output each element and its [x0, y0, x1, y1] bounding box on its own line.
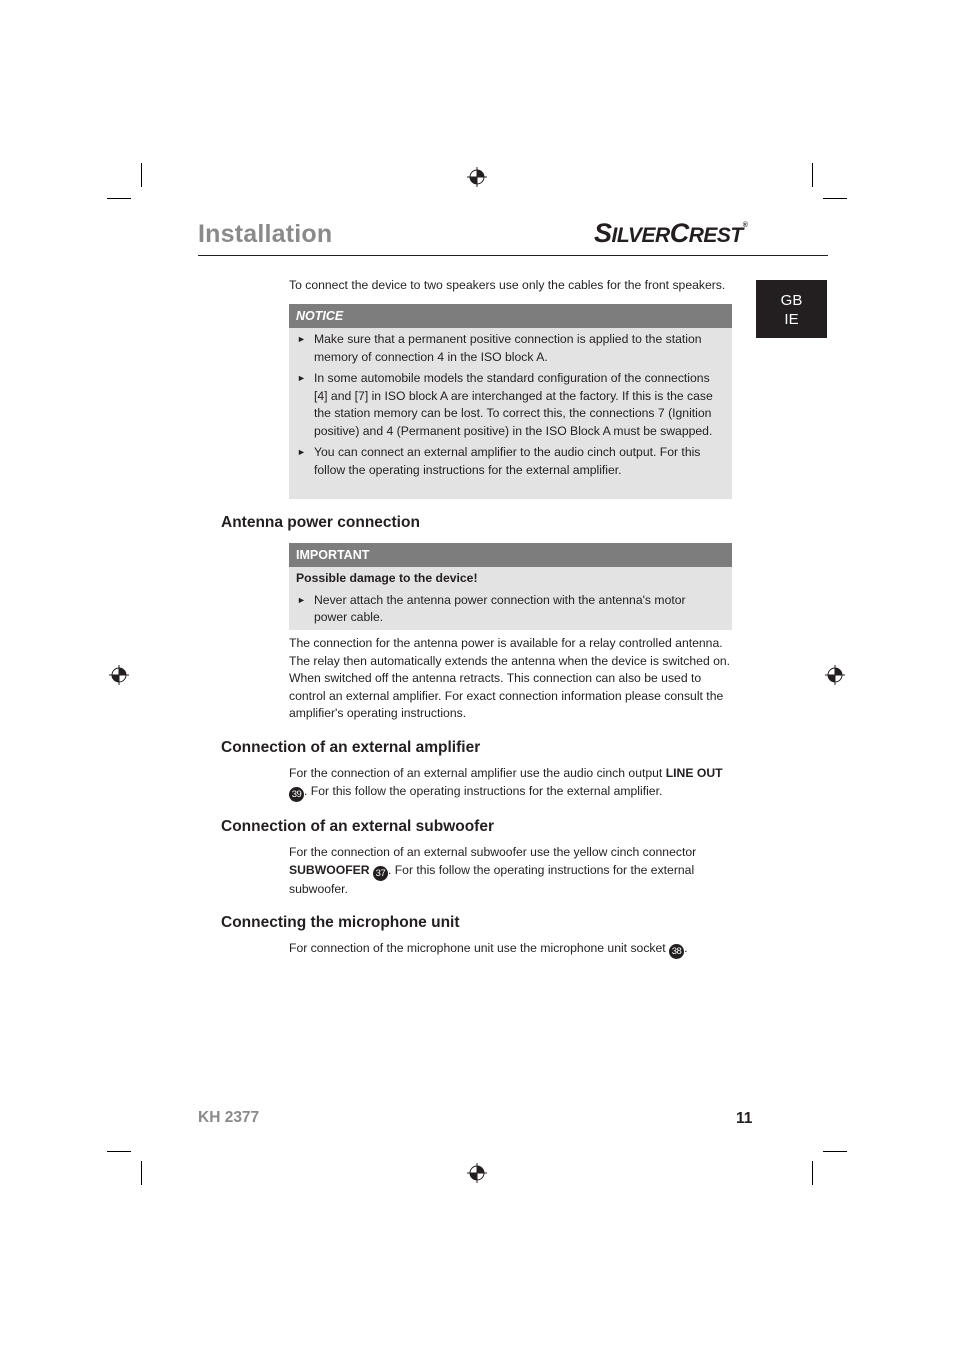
microphone-paragraph: [289, 940, 734, 959]
language-code: IE: [784, 311, 799, 328]
reference-number-badge: 39: [289, 787, 304, 802]
bullet-arrow-icon: ►: [297, 373, 306, 383]
paragraph-text: . For this follow the operating instructions for the external amplifier.: [304, 783, 663, 798]
paragraph-text: .: [684, 941, 688, 955]
crop-mark: [823, 198, 847, 199]
reference-number-badge: 38: [669, 944, 684, 959]
logo-letters: REST: [688, 224, 743, 247]
antenna-paragraph: The connection for the antenna power is available for a relay controlled antenna. The relay then automatically extends the antenna when the device is switched on. When switched off the antenna retracts. This connection can also be used to control an external amplifier. For exact connection information please consult the amplifier's operating instructions.: [289, 636, 731, 720]
crop-mark: [812, 1161, 813, 1185]
intro-paragraph: To connect the device to two speakers use only the cables for the front speakers.: [289, 278, 726, 292]
logo-letters: ILVER: [611, 224, 670, 247]
notice-bullet: [289, 444, 732, 479]
bullet-arrow-icon: ►: [297, 447, 306, 457]
language-tab: [756, 280, 827, 338]
paragraph-text: For the connection of an external amplifier use the audio cinch output: [289, 766, 666, 780]
notice-heading: NOTICE: [289, 304, 732, 328]
registration-mark-icon: [467, 167, 487, 187]
crop-mark: [107, 198, 131, 199]
paragraph-text: . For this follow the operating instructions for the external subwoofer.: [289, 862, 695, 896]
language-code: GB: [780, 292, 803, 309]
section-heading-subwoofer: Connection of an external subwoofer: [221, 818, 494, 835]
important-bullet: [289, 592, 732, 627]
notice-bullet-text: In some automobile models the standard configuration of the connections [4] and [7] in ISO block A are interchanged at the factory. If this is the case the station memory can be lost. To correct this, the connections 7 (Ignition positive) and 4 (Permanent positive) in the ISO Block A must be swapped.: [314, 371, 713, 438]
important-heading: IMPORTANT: [289, 543, 732, 567]
brand-logo: [594, 218, 747, 249]
notice-bullet-text: You can connect an external amplifier to the audio cinch output. For this follow the operating instructions for the external amplifier.: [314, 445, 701, 477]
section-heading-amplifier: Connection of an external amplifier: [221, 739, 481, 756]
crop-mark: [812, 163, 813, 187]
bullet-arrow-icon: ►: [297, 334, 306, 344]
notice-bullet: [289, 370, 732, 440]
registration-mark-icon: [109, 665, 129, 685]
notice-box: [289, 304, 732, 499]
connector-label: SUBWOOFER: [289, 862, 370, 877]
registered-mark: ®: [742, 222, 748, 229]
registration-mark-icon: [825, 665, 845, 685]
section-heading-antenna: Antenna power connection: [221, 514, 420, 531]
notice-bullet-text: Make sure that a permanent positive connection is applied to the station memory of connection 4 in the ISO block A.: [314, 332, 702, 364]
connector-label: LINE OUT: [665, 766, 723, 780]
logo-letter: S: [594, 218, 612, 248]
reference-number-badge: 37: [373, 866, 388, 881]
crop-mark: [141, 163, 142, 187]
header-divider: [198, 255, 828, 256]
notice-bullet: [289, 331, 732, 366]
page-number: 11: [736, 1110, 753, 1127]
subwoofer-paragraph: [289, 844, 734, 898]
crop-mark: [107, 1151, 131, 1152]
important-subheading: Possible damage to the device!: [296, 571, 478, 585]
important-bullet-text: Never attach the antenna power connection with the antenna's motor power cable.: [314, 592, 686, 624]
bullet-arrow-icon: ►: [297, 594, 306, 605]
paragraph-text: For the connection of an external subwoofer use the yellow cinch connector: [289, 845, 697, 859]
important-box: [289, 543, 732, 630]
page-title: Installation: [198, 220, 333, 248]
registration-mark-icon: [467, 1163, 487, 1183]
crop-mark: [141, 1161, 142, 1185]
crop-mark: [823, 1151, 847, 1152]
logo-letter: C: [669, 218, 689, 248]
footer-model-number: KH 2377: [198, 1109, 260, 1126]
paragraph-text: For connection of the microphone unit use the microphone unit socket: [289, 941, 670, 955]
section-heading-microphone: Connecting the microphone unit: [221, 914, 460, 931]
amplifier-paragraph: [289, 765, 734, 802]
